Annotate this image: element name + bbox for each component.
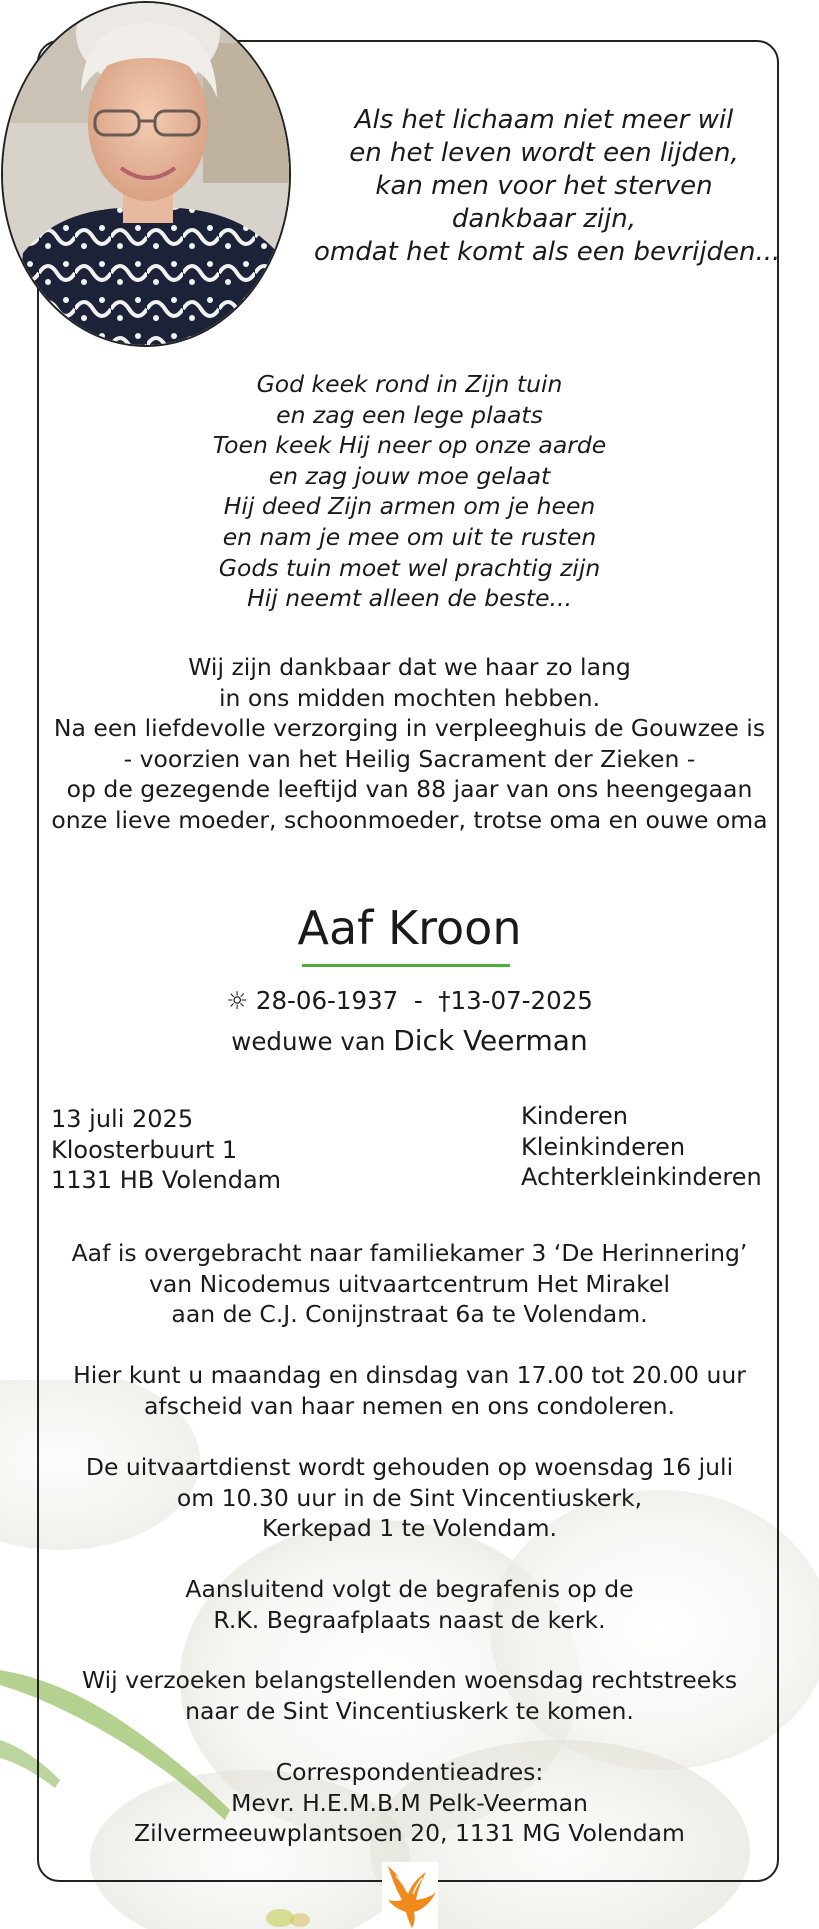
poem-top-line: dankbaar zijn, [451, 204, 637, 234]
deceased-name: Aaf Kroon [297, 901, 522, 955]
announcement-text [0, 652, 819, 836]
paragraph-service [0, 1452, 819, 1544]
paragraph-line: om 10.30 uur in de Sint Vincentiuskerk, [176, 1483, 643, 1512]
poem-middle-line: en zag een lege plaats [276, 400, 543, 429]
paragraph-line: Wij verzoeken belangstellenden woensdag rechtstreeks [81, 1666, 738, 1694]
paragraph-line: De uitvaartdienst wordt gehouden op woensdag 16 juli [85, 1453, 734, 1481]
dove-logo-icon [382, 1862, 438, 1929]
announcement-line: Na een liefdevolle verzorging in verpleeghuis de Gouwzee is [53, 714, 766, 743]
poem-top-line: kan men voor het sterven [375, 171, 713, 201]
announcement-line: onze lieve moeder, schoonmoeder, trotse oma en ouwe oma [51, 805, 768, 834]
address-line: 13 juli 2025 [51, 1105, 194, 1133]
address-line: 1131 HB Volendam [51, 1166, 282, 1194]
poem-middle [0, 369, 819, 614]
paragraph-line: naar de Sint Vincentiuskerk te komen. [185, 1696, 634, 1725]
paragraph-line: R.K. Begraafplaats naast de kerk. [213, 1605, 606, 1634]
paragraph-line: Aansluitend volgt de begrafenis op de [185, 1575, 634, 1603]
widow-line [0, 1024, 819, 1059]
poem-middle-line: Hij neemt alleen de beste... [247, 584, 572, 613]
poem-middle-line: Toen keek Hij neer op onze aarde [212, 431, 607, 460]
paragraph-burial [0, 1574, 819, 1635]
paragraph-line: aan de C.J. Conijnstraat 6a te Volendam. [171, 1300, 648, 1328]
poem-middle-line: en nam je mee om uit te rusten [222, 522, 597, 551]
announcement-line: op de gezegende leeftijd van 88 jaar van ons heengegaan [66, 775, 753, 804]
poem-top [314, 104, 781, 269]
announcement-line: Wij zijn dankbaar dat we haar zo lang [188, 653, 631, 681]
cross-icon: † [438, 986, 451, 1015]
announcement-line: - voorzien van het Heilig Sacrament der Zieken - [123, 744, 696, 773]
address-line: Kloosterbuurt 1 [51, 1135, 238, 1164]
paragraph-line: van Nicodemus uitvaartcentrum Het Mirakel [148, 1269, 671, 1298]
paragraph-request [0, 1665, 819, 1726]
poem-middle-line: God keek rond in Zijn tuin [256, 370, 563, 398]
paragraph-location [0, 1238, 819, 1330]
home-address [51, 1104, 281, 1196]
date-separator: - [413, 986, 423, 1015]
widow-prefix: weduwe van [231, 1027, 386, 1056]
portrait-photo [1, 1, 291, 347]
paragraph-line: Aaf is overgebracht naar familiekamer 3 ‘De Herinnering’ [71, 1239, 748, 1267]
announcement-line: in ons midden mochten hebben. [218, 683, 601, 712]
name-underline [302, 964, 510, 967]
paragraph-line: Zilvermeeuwplantsoen 20, 1131 MG Volendam [134, 1819, 685, 1847]
paragraph-line: Kerkepad 1 te Volendam. [261, 1514, 558, 1542]
paragraph-line: Correspondentieadres: [275, 1758, 544, 1786]
paragraph-line: Mevr. H.E.M.B.M Pelk-Veerman [231, 1788, 588, 1817]
poem-top-line: omdat het komt als een bevrijden... [314, 237, 781, 267]
partner-name: Dick Veerman [393, 1024, 588, 1057]
paragraph-line: Hier kunt u maandag en dinsdag van 17.00 tot 20.00 uur [73, 1361, 746, 1389]
poem-middle-line: Hij deed Zijn armen om je heen [223, 492, 596, 521]
birth-date: 28-06-1937 [255, 986, 399, 1015]
paragraph-visiting [0, 1360, 819, 1421]
family-line: Achterkleinkinderen [521, 1163, 762, 1191]
poem-middle-line: en zag jouw moe gelaat [268, 461, 551, 490]
life-dates [0, 985, 819, 1017]
family-line: Kinderen [521, 1102, 628, 1130]
sun-icon: ☼ [226, 986, 249, 1015]
paragraph-line: afscheid van haar nemen en ons condoleren. [144, 1391, 675, 1420]
poem-middle-line: Gods tuin moet wel prachtig zijn [218, 553, 601, 582]
poem-top-line: en het leven wordt een lijden, [349, 138, 739, 168]
family-list [521, 1101, 762, 1193]
death-date: 13-07-2025 [450, 986, 593, 1015]
family-line: Kleinkinderen [521, 1132, 686, 1161]
correspondence-address [0, 1757, 819, 1849]
poem-top-line: Als het lichaam niet meer wil [354, 105, 734, 135]
